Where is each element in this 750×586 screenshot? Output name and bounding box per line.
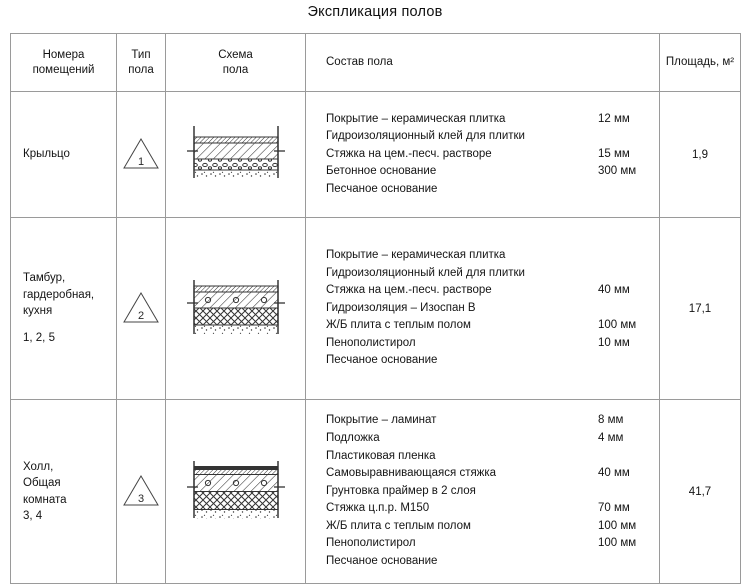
floor-type-triangle-marker bbox=[122, 474, 160, 507]
composition-line bbox=[326, 128, 659, 146]
area-value: 17,1 bbox=[688, 302, 712, 315]
composition-layer-name: Стяжка на цем.-песч. растворе bbox=[326, 147, 492, 160]
composition-layer-name: Гидроизоляционный клей для плитки bbox=[326, 130, 525, 143]
column-header-floor-composition bbox=[306, 34, 660, 92]
floor-type-number: 1 bbox=[137, 155, 145, 168]
room-name: Общая bbox=[23, 477, 61, 490]
floor-scheme-1-icon bbox=[182, 122, 290, 187]
column-header-room-numbers bbox=[11, 34, 117, 92]
page-title: Экспликация полов bbox=[307, 4, 443, 20]
composition-layer-name: Гидроизоляционный клей для плитки bbox=[326, 266, 525, 279]
floor-type-number: 2 bbox=[137, 309, 145, 322]
composition-line bbox=[326, 163, 659, 181]
composition-layer-name: Ж/Б плита с теплым полом bbox=[326, 319, 471, 332]
composition-layer-name: Пенополистирол bbox=[326, 537, 416, 550]
room-name: Холл, bbox=[23, 460, 54, 473]
composition-line bbox=[326, 247, 659, 265]
spacer bbox=[23, 319, 116, 330]
composition-line bbox=[326, 430, 659, 448]
composition-line bbox=[326, 335, 659, 353]
composition-line bbox=[326, 412, 659, 430]
cell-floor-type bbox=[117, 218, 166, 400]
composition-layer-name: Подложка bbox=[326, 431, 380, 444]
composition-layer-value: 10 мм bbox=[598, 336, 630, 349]
floor-type-triangle-marker bbox=[122, 137, 160, 170]
area-value: 41,7 bbox=[688, 485, 712, 498]
column-header-floor-type bbox=[117, 34, 166, 92]
composition-layer-name: Стяжка на цем.-песч. растворе bbox=[326, 284, 492, 297]
composition-list-1 bbox=[306, 111, 659, 199]
cell-rooms bbox=[11, 400, 117, 584]
column-header-floor-type-line1: Тип bbox=[131, 48, 151, 61]
room-name: кухня bbox=[23, 305, 53, 317]
composition-layer-value: 100 мм bbox=[598, 319, 637, 332]
composition-layer-name: Покрытие – ламинат bbox=[326, 414, 437, 427]
cell-floor-type bbox=[117, 400, 166, 584]
column-header-floor-composition-label: Состав пола bbox=[326, 56, 393, 69]
composition-line bbox=[326, 317, 659, 335]
cell-area bbox=[660, 92, 741, 218]
room-name: гардеробная, bbox=[23, 288, 95, 301]
composition-layer-value: 100 мм bbox=[598, 537, 637, 550]
composition-layer-value: 100 мм bbox=[598, 519, 637, 532]
column-header-floor-type-line2: пола bbox=[128, 63, 154, 76]
composition-line bbox=[326, 518, 659, 536]
composition-line bbox=[326, 465, 659, 483]
composition-line bbox=[326, 111, 659, 129]
composition-layer-value: 300 мм bbox=[598, 165, 637, 178]
cell-area bbox=[660, 400, 741, 584]
composition-layer-name: Пластиковая пленка bbox=[326, 449, 436, 462]
column-header-area bbox=[660, 34, 741, 92]
composition-list-3 bbox=[306, 412, 659, 570]
composition-layer-name: Самовыравнивающаяся стяжка bbox=[326, 467, 497, 480]
column-header-floor-scheme-line2: пола bbox=[222, 63, 249, 76]
cell-floor-scheme bbox=[166, 218, 306, 400]
cell-rooms bbox=[11, 218, 117, 400]
floor-scheme-3-icon bbox=[182, 458, 290, 525]
room-list-2 bbox=[11, 270, 116, 346]
table-row bbox=[11, 218, 741, 400]
cell-floor-composition bbox=[306, 218, 660, 400]
composition-layer-value: 12 мм bbox=[598, 112, 630, 125]
composition-layer-value: 4 мм bbox=[598, 431, 624, 444]
area-value: 1,9 bbox=[692, 148, 708, 161]
room-name: комната bbox=[23, 493, 67, 506]
table-row bbox=[11, 92, 741, 218]
composition-line bbox=[326, 300, 659, 318]
table-row bbox=[11, 400, 741, 584]
column-header-floor-scheme-line1: Схема bbox=[218, 48, 253, 61]
cell-area bbox=[660, 218, 741, 400]
table-body bbox=[11, 92, 741, 584]
table-header bbox=[11, 34, 741, 92]
composition-layer-name: Песчаное основание bbox=[326, 354, 438, 367]
composition-layer-name: Грунтовка праймер в 2 слоя bbox=[326, 484, 476, 497]
cell-floor-composition bbox=[306, 400, 660, 584]
table-header-row bbox=[11, 34, 741, 92]
cell-rooms bbox=[11, 92, 117, 218]
composition-layer-name: Покрытие – керамическая плитка bbox=[326, 112, 506, 125]
composition-layer-name: Стяжка ц.п.р. М150 bbox=[326, 502, 430, 515]
composition-layer-value: 40 мм bbox=[598, 284, 630, 297]
floor-explication-table bbox=[10, 33, 741, 584]
cell-floor-type bbox=[117, 92, 166, 218]
column-header-room-numbers-line2: помещений bbox=[32, 63, 95, 76]
composition-line bbox=[326, 181, 659, 199]
floor-scheme-2-icon bbox=[182, 276, 290, 341]
room-numbers: 3, 4 bbox=[23, 509, 43, 522]
cell-floor-composition bbox=[306, 92, 660, 218]
column-header-room-numbers-line1: Номера bbox=[42, 48, 85, 61]
composition-layer-name: Пенополистирол bbox=[326, 336, 416, 349]
room-list-1 bbox=[11, 146, 116, 162]
composition-layer-name: Песчаное основание bbox=[326, 555, 438, 568]
composition-layer-name: Гидроизоляция – Изоспан В bbox=[326, 301, 476, 314]
composition-line bbox=[326, 535, 659, 553]
column-header-floor-scheme bbox=[166, 34, 306, 92]
composition-layer-value: 8 мм bbox=[598, 414, 624, 427]
composition-line bbox=[326, 265, 659, 283]
composition-layer-name: Бетонное основание bbox=[326, 165, 437, 178]
composition-layer-value: 70 мм bbox=[598, 502, 630, 515]
composition-line bbox=[326, 483, 659, 501]
composition-layer-value: 40 мм bbox=[598, 467, 630, 480]
composition-line bbox=[326, 500, 659, 518]
composition-line bbox=[326, 448, 659, 466]
room-list-3 bbox=[11, 459, 116, 524]
floor-type-number: 3 bbox=[137, 492, 145, 505]
composition-line bbox=[326, 352, 659, 370]
room-numbers: 1, 2, 5 bbox=[23, 332, 55, 345]
composition-layer-name: Ж/Б плита с теплым полом bbox=[326, 519, 471, 532]
composition-line bbox=[326, 282, 659, 300]
column-header-area-label: Площадь, м² bbox=[665, 56, 735, 69]
cell-floor-scheme bbox=[166, 92, 306, 218]
floor-type-triangle-marker bbox=[122, 291, 160, 324]
composition-line bbox=[326, 146, 659, 164]
cell-floor-scheme bbox=[166, 400, 306, 584]
composition-layer-name: Песчаное основание bbox=[326, 182, 438, 195]
composition-layer-name: Покрытие – керамическая плитка bbox=[326, 248, 506, 261]
composition-line bbox=[326, 553, 659, 571]
room-name: Крыльцо bbox=[23, 148, 70, 161]
room-name: Тамбур, bbox=[23, 272, 66, 285]
composition-layer-value: 15 мм bbox=[598, 147, 630, 160]
composition-list-2 bbox=[306, 247, 659, 370]
